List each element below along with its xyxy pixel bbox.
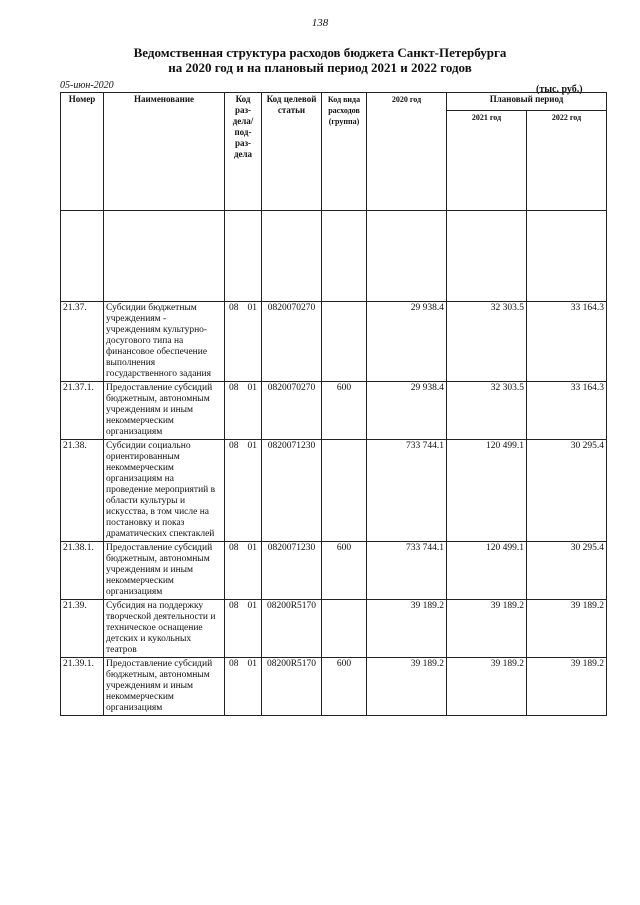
row-name: Предоставление субсидий бюджетным, автономным учреждениям и иным некоммерческим организациям [104, 542, 225, 600]
row-number: 21.39. [61, 600, 104, 658]
row-number: 21.39.1. [61, 658, 104, 716]
row-subsection-code: 01 [247, 601, 257, 611]
row-target: 0820071230 [262, 440, 322, 542]
table-row [61, 658, 607, 716]
row-2021: 39 189.2 [447, 658, 527, 716]
row-section [225, 542, 262, 600]
header-target: Код целевой статьи [262, 93, 322, 211]
row-expense-type [322, 600, 367, 658]
row-section [225, 382, 262, 440]
row-2020: 733 744.1 [367, 440, 447, 542]
title-line-1: Ведомственная структура расходов бюджета Санкт-Петербурга [133, 45, 507, 60]
row-2022: 39 189.2 [527, 600, 607, 658]
units-label: (тыс. руб.) [536, 84, 583, 95]
row-target: 0820070270 [262, 302, 322, 382]
row-name: Предоставление субсидий бюджетным, автономным учреждениям и иным некоммерческим организациям [104, 658, 225, 716]
row-target: 0820071230 [262, 542, 322, 600]
table-row [61, 542, 607, 600]
header-2021: 2021 год [447, 111, 527, 211]
row-section [225, 302, 262, 382]
page-number: 138 [311, 17, 329, 29]
row-2021: 120 499.1 [447, 542, 527, 600]
table-row [61, 302, 607, 382]
row-number: 21.37. [61, 302, 104, 382]
row-subsection-code: 01 [247, 543, 257, 553]
row-2021: 39 189.2 [447, 600, 527, 658]
row-section [225, 440, 262, 542]
row-name: Предоставление субсидий бюджетным, автономным учреждениям и иным некоммерческим организациям [104, 382, 225, 440]
document-date: 05-июн-2020 [60, 80, 114, 91]
row-2022: 39 189.2 [527, 658, 607, 716]
row-expense-type [322, 440, 367, 542]
row-expense-type: 600 [322, 658, 367, 716]
row-name: Субсидии бюджетным учреждениям - учреждениям культурно-досугового типа на финансовое обеспечение выполнения государственного задания [104, 302, 225, 382]
row-2021: 120 499.1 [447, 440, 527, 542]
row-subsection-code: 01 [247, 383, 257, 393]
row-subsection-code: 01 [247, 659, 257, 669]
row-number: 21.38. [61, 440, 104, 542]
row-2021: 32 303.5 [447, 302, 527, 382]
row-expense-type [322, 302, 367, 382]
row-2022: 30 295.4 [527, 542, 607, 600]
row-target: 0820070270 [262, 382, 322, 440]
table-row [61, 382, 607, 440]
row-2020: 39 189.2 [367, 600, 447, 658]
row-section-code: 08 [229, 303, 239, 313]
table-row [61, 440, 607, 542]
row-subsection-code: 01 [247, 441, 257, 451]
header-gap [61, 211, 607, 302]
row-2020: 733 744.1 [367, 542, 447, 600]
row-section-code: 08 [229, 601, 239, 611]
row-2022: 33 164.3 [527, 302, 607, 382]
header-2022: 2022 год [527, 111, 607, 211]
row-section [225, 658, 262, 716]
header-expense-type: Код вида расходов (группа) [322, 93, 367, 211]
title-line-2: на 2020 год и на плановый период 2021 и 2022 годов [168, 60, 472, 75]
row-number: 21.37.1. [61, 382, 104, 440]
row-2022: 30 295.4 [527, 440, 607, 542]
row-2020: 29 938.4 [367, 302, 447, 382]
row-section-code: 08 [229, 383, 239, 393]
row-name: Субсидия на поддержку творческой деятельности и техническое оснащение детских и кукольных театров [104, 600, 225, 658]
row-number: 21.38.1. [61, 542, 104, 600]
row-target: 08200R5170 [262, 658, 322, 716]
row-section-code: 08 [229, 659, 239, 669]
document-title [0, 45, 640, 75]
header-planned-period: Плановый период [447, 93, 607, 111]
row-subsection-code: 01 [247, 303, 257, 313]
header-section: Код раз-дела/ под-раз-дела [225, 93, 262, 211]
row-target: 08200R5170 [262, 600, 322, 658]
row-2020: 39 189.2 [367, 658, 447, 716]
budget-table [60, 92, 607, 716]
row-section [225, 600, 262, 658]
header-name: Наименование [104, 93, 225, 211]
header-2020: 2020 год [367, 93, 447, 211]
row-2020: 29 938.4 [367, 382, 447, 440]
row-2021: 32 303.5 [447, 382, 527, 440]
row-section-code: 08 [229, 543, 239, 553]
row-expense-type: 600 [322, 382, 367, 440]
row-section-code: 08 [229, 441, 239, 451]
row-expense-type: 600 [322, 542, 367, 600]
row-name: Субсидии социально ориентированным некоммерческим организациям на проведение мероприятий в области культуры и искусства, в том числе на постановку и показ драматических спектаклей [104, 440, 225, 542]
table-row [61, 600, 607, 658]
row-2022: 33 164.3 [527, 382, 607, 440]
header-number: Номер [61, 93, 104, 211]
